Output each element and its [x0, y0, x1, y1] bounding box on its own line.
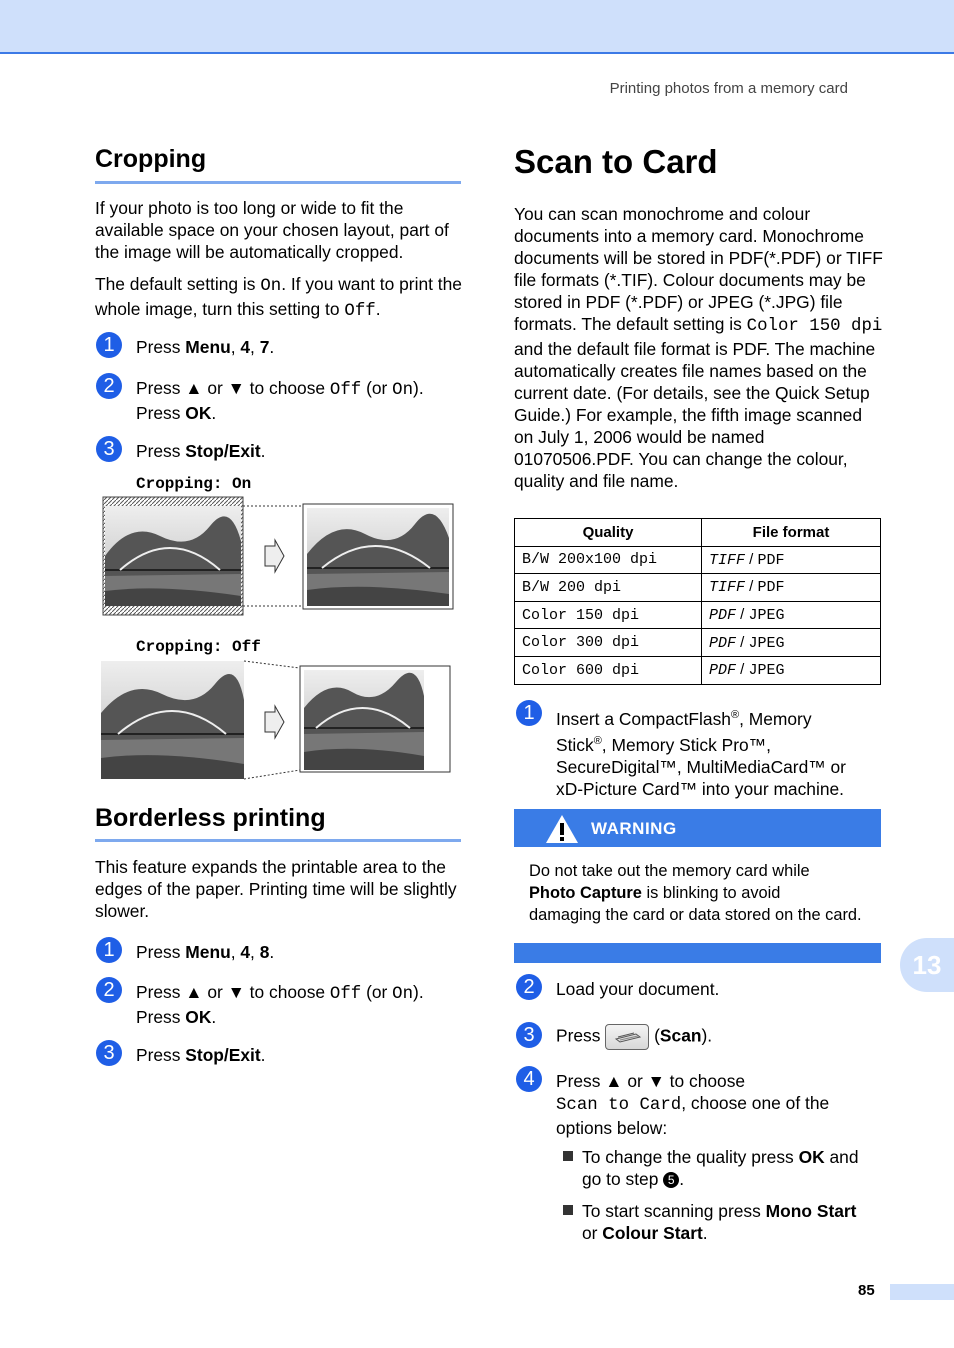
arrow-right-icon	[265, 706, 284, 738]
scan-heading: Scan to Card	[514, 143, 718, 180]
registered-mark: ®	[730, 709, 740, 721]
text-run: .	[211, 1007, 217, 1027]
quality-cell: Color 150 dpi	[515, 601, 702, 629]
step-text	[556, 1070, 886, 1139]
text-run: xD-Picture Card™ into your machine.	[556, 778, 845, 799]
scan-button	[605, 1024, 649, 1050]
quality-cell: Color 300 dpi	[515, 629, 702, 657]
key-stop-exit: Stop/Exit	[185, 1045, 261, 1065]
borderless-heading: Borderless printing	[95, 804, 326, 832]
format-b: JPEG	[748, 662, 785, 680]
separator: /	[745, 550, 758, 568]
registered-mark: ®	[593, 734, 602, 747]
key-stop-exit: Stop/Exit	[185, 441, 261, 461]
page-number: 85	[858, 1282, 875, 1299]
separator: /	[736, 633, 749, 651]
cropping-on-illustration	[100, 496, 460, 616]
text-run: ).	[413, 982, 424, 1002]
step-number: 3	[516, 1022, 542, 1048]
chapter-number: 13	[912, 950, 942, 980]
step-number: 3	[96, 436, 122, 462]
text-run: ,	[250, 942, 260, 962]
table-row	[515, 601, 881, 629]
table-row	[515, 656, 881, 684]
key-8: 8	[259, 942, 270, 962]
setting-on: On	[392, 381, 414, 400]
setting-off: Off	[329, 985, 362, 1004]
text-run: Press	[136, 1007, 186, 1027]
step-number: 1	[96, 937, 122, 963]
format-b: JPEG	[748, 634, 785, 652]
text-run: , Memory Stick Pro™,	[601, 734, 771, 755]
format-a: TIFF	[709, 551, 746, 569]
text-run: Press	[556, 1025, 606, 1046]
text-run: , Memory	[739, 708, 812, 729]
table-row	[515, 574, 881, 602]
text-run: The default setting is	[95, 274, 261, 294]
photo-fit	[304, 670, 424, 770]
photo-original	[101, 661, 244, 779]
step-text	[556, 1024, 712, 1050]
text-run: Press ▲ or ▼ to choose	[556, 1071, 746, 1091]
figure-label-cropping-on: Cropping: On	[136, 475, 252, 493]
text-run: Press	[136, 1045, 186, 1065]
format-b: JPEG	[748, 607, 785, 625]
photo-original	[105, 506, 241, 606]
text-run: ).	[701, 1025, 713, 1046]
default-quality: Color 150 dpi	[746, 317, 883, 336]
key-7: 7	[259, 337, 270, 357]
format-a: PDF	[709, 662, 737, 680]
arrow-right-icon	[265, 540, 284, 572]
step-text	[556, 704, 886, 800]
quality-cell: B/W 200 dpi	[515, 574, 702, 602]
bullet-square-icon	[563, 1205, 573, 1215]
step-text	[136, 377, 466, 424]
borderless-para: This feature expands the printable area to the edges of the paper. Printing time will be slightly slower.	[95, 857, 457, 921]
table-row	[515, 546, 881, 574]
text-run: Press ▲ or ▼ to choose	[136, 982, 330, 1002]
separator: /	[736, 661, 749, 679]
text-run: (or	[361, 982, 393, 1002]
step-number: 3	[96, 1040, 122, 1066]
format-a: PDF	[709, 634, 737, 652]
format-cell	[702, 574, 881, 602]
borderless-rule	[95, 839, 461, 842]
text-run: ,	[230, 337, 241, 357]
format-cell	[702, 546, 881, 574]
text-run: .	[260, 1045, 266, 1065]
text-run: .	[269, 337, 275, 357]
key-ok: OK	[798, 1147, 825, 1167]
step-number: 2	[516, 974, 542, 1000]
format-b: PDF	[757, 551, 785, 569]
key-mono-start: Mono Start	[765, 1201, 857, 1221]
key-colour-start: Colour Start	[602, 1223, 703, 1243]
step-text: Load your document.	[556, 979, 720, 999]
text-run: Press	[136, 337, 186, 357]
quality-table	[514, 518, 881, 685]
step-reference-badge: 5	[663, 1172, 679, 1188]
text-run: To start scanning press	[582, 1201, 766, 1221]
text-run: and the default file format is PDF. The machine automatically creates file names based on the current date. (For details, see the Quick Setup Guide.) For example, the fifth image scanned on July 1, 2006 would be named 01070506.PDF. You can change the colour, quality and file name.	[514, 339, 876, 491]
setting-on: On	[260, 277, 282, 296]
text-run: go to step	[582, 1169, 664, 1189]
text-run: ,	[250, 337, 260, 357]
key-menu: Menu	[185, 337, 231, 357]
option-bullet	[582, 1200, 892, 1244]
table-row	[515, 629, 881, 657]
text-run: Insert a CompactFlash	[556, 708, 731, 729]
key-scan: Scan	[659, 1025, 702, 1046]
cropping-heading: Cropping	[95, 145, 207, 173]
step-text	[136, 440, 266, 462]
format-cell	[702, 629, 881, 657]
text-run: Press	[136, 403, 186, 423]
table-header-row	[515, 519, 881, 547]
text-run: SecureDigital™, MultiMediaCard™ or	[556, 756, 846, 777]
step-number: 1	[96, 332, 122, 358]
cropping-rule	[95, 181, 461, 184]
photo-cropped	[307, 508, 449, 606]
step-text	[136, 1044, 266, 1066]
format-cell	[702, 601, 881, 629]
option-bullet	[582, 1146, 892, 1190]
key-ok: OK	[185, 1007, 212, 1027]
text-run: Press	[136, 942, 186, 962]
warning-footer	[514, 943, 881, 963]
text-run: .	[702, 1223, 708, 1243]
text-run: .	[260, 441, 266, 461]
key-4: 4	[240, 337, 251, 357]
format-b: PDF	[757, 579, 785, 597]
scan-para	[514, 203, 886, 492]
warning-triangle-icon	[545, 814, 579, 844]
key-4: 4	[240, 942, 251, 962]
text-run: .	[679, 1169, 685, 1189]
step-number: 2	[96, 373, 122, 399]
text-run: or	[582, 1223, 603, 1243]
quality-cell: B/W 200x100 dpi	[515, 546, 702, 574]
bullet-square-icon	[563, 1151, 573, 1161]
text-run: You can scan monochrome and colour documents into a memory card. Monochrome documents will be stored in PDF(*.PDF) or TIFF file formats (*.TIF). Colour documents may be stored in PDF (*.PDF) or JPEG (*.JPG) file formats. The default setting is	[514, 204, 883, 334]
step-text	[136, 981, 466, 1028]
text-run: Press	[136, 441, 186, 461]
warning-label: WARNING	[591, 819, 677, 838]
page-number-bar	[890, 1284, 954, 1300]
step-text	[136, 941, 274, 963]
text-run: . If you want to print the whole image, turn this setting to	[95, 274, 462, 319]
format-a: TIFF	[709, 579, 746, 597]
column-header: File format	[702, 519, 881, 547]
text-run: ).	[413, 378, 424, 398]
text-run: To change the quality press	[582, 1147, 799, 1167]
text-run: .	[269, 942, 275, 962]
setting-off: Off	[344, 302, 376, 321]
header-band	[0, 0, 954, 54]
text-run: Stick	[556, 734, 594, 755]
text-run: is blinking to avoid	[641, 884, 781, 902]
separator: /	[745, 578, 758, 596]
format-cell	[702, 656, 881, 684]
text-run: ,	[230, 942, 241, 962]
quality-cell: Color 600 dpi	[515, 656, 702, 684]
text-run: .	[375, 299, 381, 319]
setting-off: Off	[329, 381, 362, 400]
cropping-para2	[95, 273, 465, 323]
key-menu: Menu	[185, 942, 231, 962]
text-run: .	[211, 403, 217, 423]
column-header: Quality	[515, 519, 702, 547]
text-run: Do not take out the memory card while	[529, 862, 810, 880]
figure-label-cropping-off: Cropping: Off	[136, 638, 261, 656]
cropping-para1: If your photo is too long or wide to fit the available space on your chosen layout, part of the image will be automatically cropped.	[95, 198, 449, 262]
warning-text	[529, 860, 889, 926]
cropping-off-illustration	[100, 658, 460, 782]
setting-on: On	[392, 985, 414, 1004]
key-ok: OK	[185, 403, 212, 423]
step-text	[136, 336, 274, 358]
separator: /	[736, 606, 749, 624]
scan-icon	[606, 1025, 648, 1049]
step-number: 4	[516, 1066, 542, 1092]
text-run: , choose one of the	[681, 1093, 830, 1113]
key-photo-capture: Photo Capture	[529, 884, 642, 902]
text-run: Press ▲ or ▼ to choose	[136, 378, 330, 398]
format-a: PDF	[709, 607, 737, 625]
text-run: options below:	[556, 1118, 668, 1138]
text-run: damaging the card or data stored on the card.	[529, 906, 862, 924]
step-number: 2	[96, 977, 122, 1003]
running-header: Printing photos from a memory card	[609, 80, 848, 97]
text-run: and	[824, 1147, 859, 1167]
step-number: 1	[516, 700, 542, 726]
text-run: (	[649, 1025, 660, 1046]
menu-option-scan-to-card: Scan to Card	[556, 1096, 682, 1115]
text-run: (or	[361, 378, 393, 398]
